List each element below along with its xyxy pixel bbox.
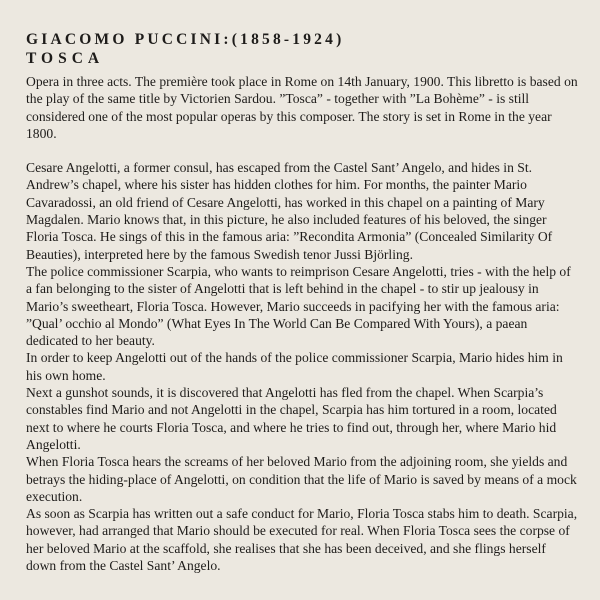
synopsis-paragraph: Cesare Angelotti, a former consul, has escaped from the Castel Sant’ Angelo, and hides in St. Andrew’s chapel, where his sister has hidden clothes for him. For months, the painter Mario Cavaradossi, an old friend of Cesare Angelotti, has worked in this chapel on a painting of Mary Magdalen. Mario knows that, in this picture, he also included features of his beloved, the singer Floria Tosca. He sings of this in the famous aria: ”Recondita Armonia” (Concealed Similarity Of Beauties), interpreted here by the famous Swedish tenor Jussi Björling. (26, 160, 553, 262)
synopsis-paragraph: The police commissioner Scarpia, who wants to reimprison Cesare Angelotti, tries - with the help of a fan belonging to the sister of Angelotti that is left behind in the chapel - to stir up jealousy in Mario’s sweetheart, Floria Tosca. However, Mario succeeds in pacifying her with the famous aria: ”Qual’ occhio al Mondo” (What Eyes In The World Can Be Compared With Yours), a paean dedicated to her beauty. (26, 263, 571, 349)
synopsis-paragraph: In order to keep Angelotti out of the hands of the police commissioner Scarpia, Mario hides him in his own home. (26, 350, 563, 383)
synopsis-paragraph: When Floria Tosca hears the screams of her beloved Mario from the adjoining room, she yields and betrays the hiding-place of Angelotti, on condition that the life of Mario is saved by means of a mock execution. (26, 454, 577, 504)
synopsis-paragraph: Next a gunshot sounds, it is discovered that Angelotti has fled from the chapel. When Scarpia’s constables find Mario and not Angelotti in the chapel, Scarpia has him tortured in a room, located next to where he courts Floria Tosca, and where he tries to find out, through her, where Mario hid Angelotti. (26, 385, 557, 452)
intro-paragraph: Opera in three acts. The première took place in Rome on 14th January, 1900. This libretto is based on the play of the same title by Victorien Sardou. ”Tosca” - together with ”La Bohème” - is still considered one of the most popular operas by this composer. The story is set in Rome in the year 1800. (26, 74, 578, 141)
opera-title: TOSCA (26, 50, 105, 67)
synopsis-body (26, 73, 578, 574)
synopsis-paragraph: As soon as Scarpia has written out a safe conduct for Mario, Floria Tosca stabs him to death. Scarpia, however, had arranged that Mario should be executed for real. When Floria Tosca sees the corpse of her beloved Mario at the scaffold, she realises that she has been deceived, and she flings herself down from the Castel Sant’ Angelo. (26, 506, 578, 574)
composer-heading: GIACOMO PUCCINI:(1858-1924) (26, 31, 345, 48)
